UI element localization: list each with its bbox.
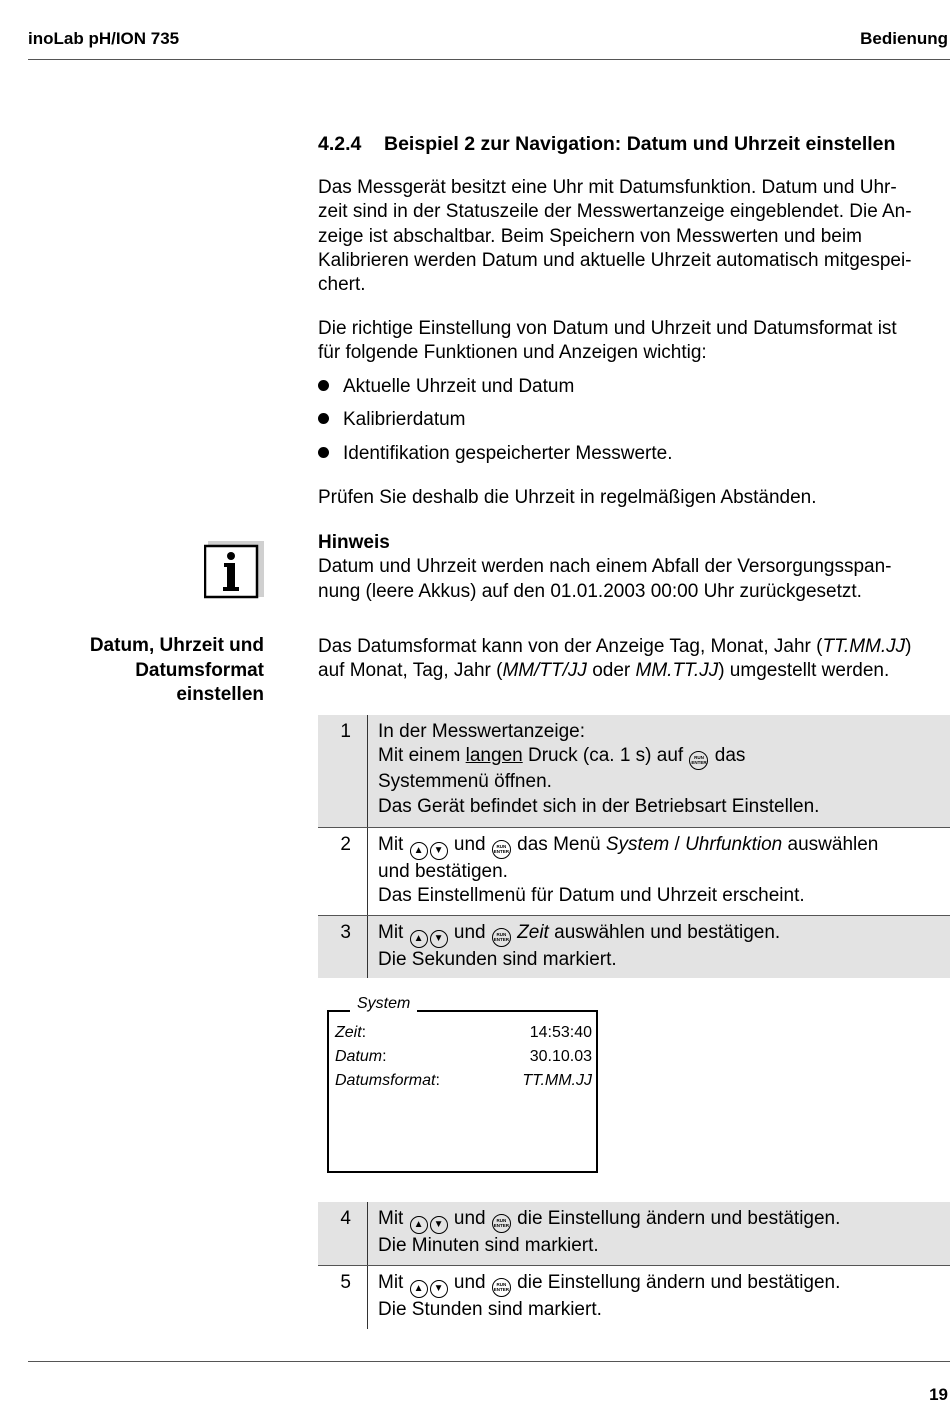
step-row xyxy=(318,828,950,916)
text-line xyxy=(378,1271,840,1298)
format-code: MM/TT/JJ xyxy=(502,660,587,682)
screen-label: Zeit xyxy=(335,1024,362,1041)
screen-row-date-format: Datumsformat: TT.MM.JJ xyxy=(335,1072,592,1089)
page-number: 19 xyxy=(929,1385,948,1404)
step-row xyxy=(318,715,950,828)
text-line: Kalibrieren werden Datum und aktuelle Uhrzeit automatisch mitgespei- xyxy=(318,249,912,271)
key-label: ENTER xyxy=(493,1287,509,1292)
bullet-text: Aktuelle Uhrzeit und Datum xyxy=(343,376,575,397)
text-line: Die Minuten sind markiert. xyxy=(378,1235,599,1256)
text-line: und bestätigen. xyxy=(378,861,508,882)
screen-value: 30.10.03 xyxy=(529,1048,592,1065)
text-line: Das Gerät befindet sich in der Betriebsart Einstellen. xyxy=(378,795,820,817)
up-key-icon: ▲ xyxy=(410,842,428,860)
step-text xyxy=(368,828,888,915)
step-text xyxy=(368,1202,850,1265)
up-key-icon: ▲ xyxy=(410,1216,428,1234)
screen-row-time: Zeit: 14:53:40 xyxy=(335,1024,592,1041)
format-paragraph xyxy=(318,635,948,684)
text-run: Mit xyxy=(378,922,409,943)
key-label: RUN xyxy=(496,1218,507,1223)
text-line: Datum und Uhrzeit werden nach einem Abfall der Versorgungsspan- xyxy=(318,556,892,578)
bullet-text: Kalibrierdatum xyxy=(343,409,466,430)
format-code: TT.MM.JJ xyxy=(822,636,906,657)
screen-label: Datumsformat xyxy=(335,1072,436,1089)
text-run: oder xyxy=(586,660,636,682)
step-number: 3 xyxy=(318,916,368,978)
text-run: / xyxy=(669,834,686,855)
emphasis: langen xyxy=(465,745,523,767)
up-key-icon: ▲ xyxy=(410,1280,428,1298)
bullet-item xyxy=(318,442,673,466)
steps-table-bottom xyxy=(318,1202,950,1329)
key-label: RUN xyxy=(496,1282,507,1287)
text-line: In der Messwertanzeige: xyxy=(378,721,585,742)
screen-row-date: Datum: 30.10.03 xyxy=(335,1048,592,1065)
info-icon xyxy=(204,539,264,599)
step-number: 5 xyxy=(318,1266,368,1329)
header-product: inoLab pH/ION 735 xyxy=(28,29,180,48)
section-title-text: Beispiel 2 zur Navigation: Datum und Uhrzeit einstellen xyxy=(384,133,896,155)
side-heading xyxy=(4,634,264,708)
bullet-item xyxy=(318,375,574,399)
bullet-text: Identifikation gespeicherter Messwerte. xyxy=(343,443,673,464)
step-text xyxy=(368,1266,850,1329)
section-title xyxy=(318,133,895,156)
run-enter-key-icon xyxy=(492,928,511,947)
text-line: Systemmenü öffnen. xyxy=(378,771,552,793)
text-line: zeit sind in der Statuszeile der Messwertanzeige eingeblendet. Die An- xyxy=(318,201,912,223)
footer-rule xyxy=(28,1361,950,1362)
side-heading-line: Datum, Uhrzeit und xyxy=(89,635,264,656)
text-run: und xyxy=(448,1208,491,1229)
text-run: das xyxy=(709,745,746,767)
key-label: ENTER xyxy=(691,760,707,766)
side-heading-line: einstellen xyxy=(176,684,264,705)
text-run: auswählen xyxy=(782,834,879,855)
text-line xyxy=(318,659,948,683)
device-screen xyxy=(327,1010,598,1173)
step-number: 2 xyxy=(318,828,368,915)
header-chapter: Bedienung xyxy=(860,29,948,48)
note-block xyxy=(318,531,948,604)
text-run: Mit xyxy=(378,1208,409,1229)
text-run: das Menü xyxy=(511,834,606,855)
text-run: Mit xyxy=(378,834,409,855)
text-line xyxy=(378,1207,840,1234)
text-line: Das Messgerät besitzt eine Uhr mit Datumsfunktion. Datum und Uhr- xyxy=(318,177,897,198)
text-run: und xyxy=(448,834,491,855)
text-line: für folgende Funktionen und Anzeigen wichtig: xyxy=(318,342,707,364)
text-run: die Einstellung ändern und bestätigen. xyxy=(511,1208,841,1229)
text-run: Mit xyxy=(378,1272,409,1293)
key-label: RUN xyxy=(694,755,704,761)
step-row xyxy=(318,1202,950,1266)
up-key-icon: ▲ xyxy=(410,930,428,948)
down-key-icon: ▼ xyxy=(430,1216,448,1234)
screen-label: Datum xyxy=(335,1048,383,1065)
menu-item-name: Zeit xyxy=(517,922,549,943)
text-run: auf Monat, Tag, Jahr ( xyxy=(318,660,503,682)
text-line: zeige ist abschaltbar. Beim Speichern von Messwerten und beim xyxy=(318,225,862,247)
step-row xyxy=(318,1266,950,1329)
down-key-icon: ▼ xyxy=(430,1280,448,1298)
text-run: ) xyxy=(905,636,912,657)
run-enter-key-icon xyxy=(492,1214,511,1233)
run-enter-key-icon xyxy=(492,840,511,859)
text-run: die Einstellung ändern und bestätigen. xyxy=(511,1272,841,1293)
text-run: und xyxy=(448,1272,491,1293)
key-label: ENTER xyxy=(493,1223,509,1228)
step-row xyxy=(318,916,950,978)
text-line: Die Sekunden sind markiert. xyxy=(378,949,617,970)
text-line: Die Stunden sind markiert. xyxy=(378,1299,602,1320)
text-line: Das Einstellmenü für Datum und Uhrzeit erscheint. xyxy=(378,885,805,907)
down-key-icon: ▼ xyxy=(430,930,448,948)
text-run: ) umgestellt werden. xyxy=(718,660,890,682)
key-label: RUN xyxy=(496,844,507,849)
text-run: Das Datumsformat kann von der Anzeige Tag, Monat, Jahr ( xyxy=(318,636,823,657)
header-rule xyxy=(28,59,950,60)
text-line xyxy=(318,635,948,659)
text-run: und xyxy=(448,922,491,943)
text-line xyxy=(378,833,878,860)
bullet-dot-icon xyxy=(318,447,329,458)
importance-paragraph xyxy=(318,317,948,366)
intro-paragraph xyxy=(318,176,948,297)
key-label: ENTER xyxy=(493,849,509,854)
menu-name: System xyxy=(605,834,670,855)
text-line: chert. xyxy=(318,274,366,296)
screen-value: 14:53:40 xyxy=(529,1024,592,1041)
steps-table-top xyxy=(318,715,950,978)
down-key-icon: ▼ xyxy=(430,842,448,860)
text-line xyxy=(378,744,819,770)
screen-title: System xyxy=(350,995,417,1013)
step-number: 1 xyxy=(318,715,368,827)
run-enter-key-icon xyxy=(689,751,708,770)
text-line xyxy=(378,921,780,948)
text-run: Mit einem xyxy=(378,745,466,767)
text-run: auswählen und bestätigen. xyxy=(548,922,781,943)
step-text xyxy=(368,715,829,827)
check-paragraph: Prüfen Sie deshalb die Uhrzeit in regelmäßigen Abständen. xyxy=(318,487,817,508)
note-title: Hinweis xyxy=(318,532,390,553)
section-number: 4.2.4 xyxy=(318,133,362,155)
step-text xyxy=(368,916,790,978)
key-label: RUN xyxy=(496,932,507,937)
bullet-dot-icon xyxy=(318,380,329,391)
text-line: nung (leere Akkus) auf den 01.01.2003 00:00 Uhr zurückgesetzt. xyxy=(318,580,862,602)
screen-value: TT.MM.JJ xyxy=(522,1072,592,1089)
format-code: MM.TT.JJ xyxy=(635,660,719,682)
bullet-dot-icon xyxy=(318,413,329,424)
text-run: Druck (ca. 1 s) auf xyxy=(522,745,689,767)
bullet-item xyxy=(318,408,466,432)
step-number: 4 xyxy=(318,1202,368,1265)
side-heading-line: Datumsformat xyxy=(135,659,264,681)
menu-name: Uhrfunktion xyxy=(685,834,783,855)
key-label: ENTER xyxy=(493,937,509,942)
run-enter-key-icon xyxy=(492,1278,511,1297)
text-line: Die richtige Einstellung von Datum und Uhrzeit und Datumsformat ist xyxy=(318,318,897,339)
